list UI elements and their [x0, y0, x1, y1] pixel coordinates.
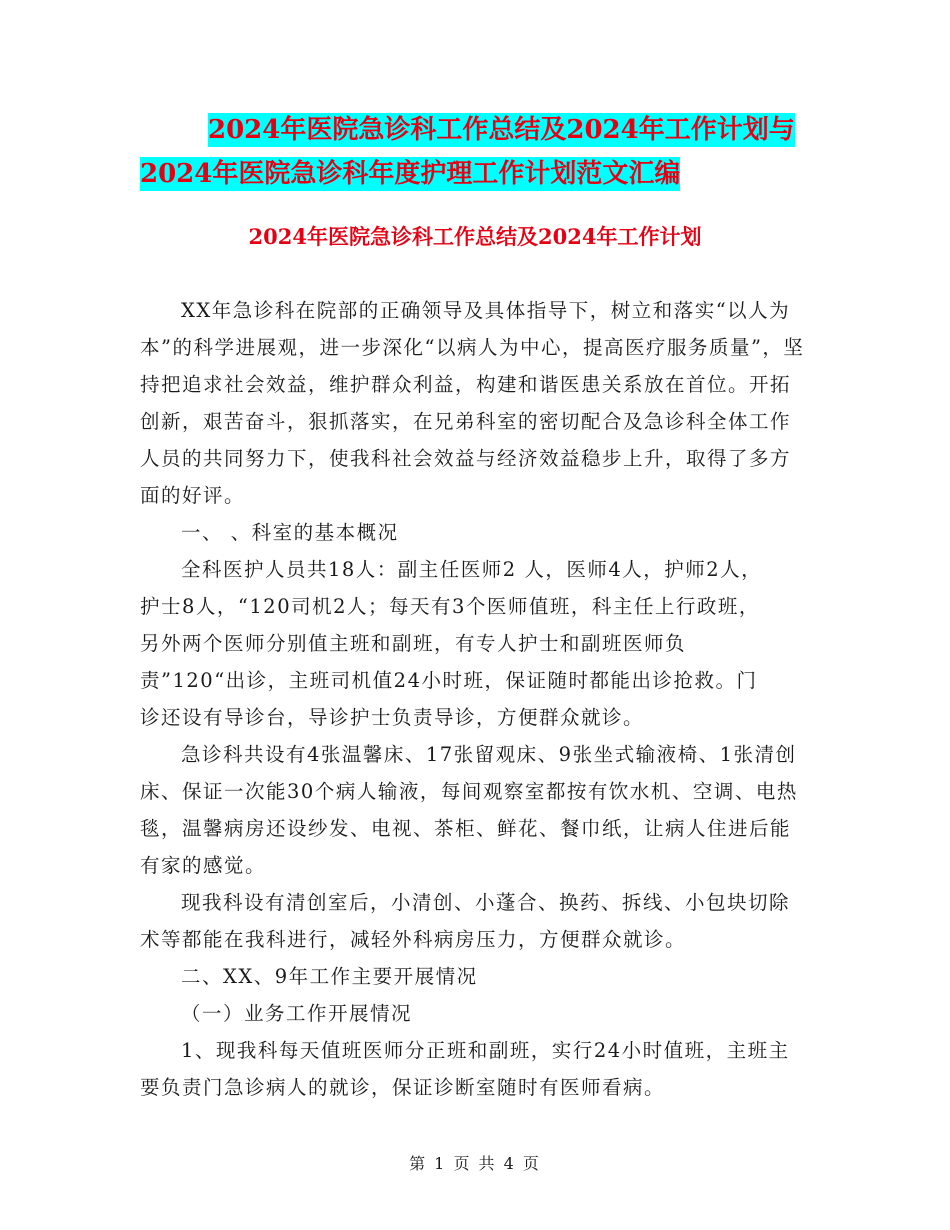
document-body: [140, 292, 808, 1106]
heading-department-overview: 一、 、科室的基本概况: [180, 521, 399, 544]
paragraph-staff-line-1: 全科医护人员共18人：副主任医师2 人，医师4人，护师2人，: [180, 558, 763, 581]
document-title: [140, 108, 840, 196]
title-highlight-1: 2024年医院急诊科工作总结及2024年工作计划与: [208, 115, 795, 145]
paragraph-facilities: 急诊科共设有4张温馨床、17张留观床、9张坐式输液椅、1张清创床、保证一次能30个病人输液，每间观察室都按有饮水机、空调、电热毯，温馨病房还设纱发、电视、茶柜、鲜花、餐巾纸，让病人住进后能有家的感觉。: [140, 743, 798, 877]
page-number-footer: 第 1 页 共 4 页: [409, 1154, 541, 1173]
paragraph-debridement-room: 现我科设有清创室后，小清创、小蓬合、换药、拆线、小包块切除术等都能在我科进行，减轻外科病房压力，方便群众就诊。: [140, 891, 790, 951]
paragraph-staff-line-3: 另外两个医师分别值主班和副班，有专人护士和副班医师负: [140, 632, 687, 655]
document-title-line-1: [140, 108, 840, 152]
section-title: 2024年医院急诊科工作总结及2024年工作计划: [248, 224, 702, 249]
subheading-business-work: （一）业务工作开展情况: [180, 1002, 412, 1025]
document-title-line-2: [140, 152, 840, 196]
paragraph-staff-line-5: 诊还设有导诊台，导诊护士负责导诊，方便群众就诊。: [140, 706, 645, 729]
heading-work-progress: 二、XX、9年工作主要开展情况: [180, 965, 478, 988]
paragraph-staff-line-2: 护士8人，“120司机2人；每天有3个医师值班，科主任上行政班，: [140, 595, 760, 618]
paragraph-intro: XX年急诊科在院部的正确领导及具体指导下，树立和落实“以人为本”的科学进展观，进一步深化“以病人为中心，提高医疗服务质量”，坚持把追求社会效益，维护群众利益，构建和谐医患关系放在首位。开拓创新，艰苦奋斗，狠抓落实，在兄弟科室的密切配合及急诊科全体工作人员的共同努力下，使我科社会效益与经济效益稳步上升，取得了多方面的好评。: [140, 299, 805, 507]
title-highlight-2: 2024年医院急诊科年度护理工作计划范文汇编: [140, 159, 681, 189]
paragraph-staff-line-4: 责”120“出诊，主班司机值24小时班，保证随时都能出诊抢救。门: [140, 669, 758, 692]
paragraph-duty-schedule: 1、现我科每天值班医师分正班和副班，实行24小时值班，主班主要负责门急诊病人的就诊，保证诊断室随时有医师看病。: [140, 1039, 790, 1099]
